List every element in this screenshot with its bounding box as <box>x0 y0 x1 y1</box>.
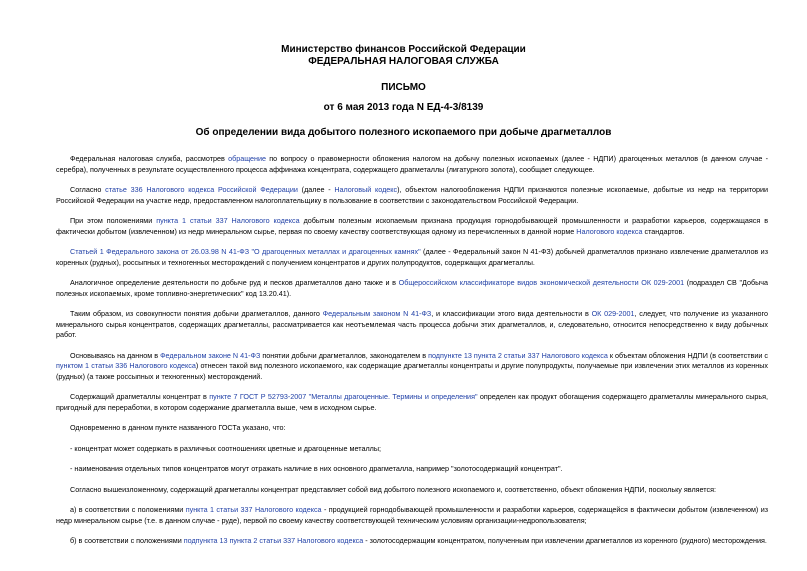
paragraph-text: Согласно вышеизложенному, содержащий драгметаллы концентрат представляет собой вид добытого полезного ископаемого и, соответственно, объект обложения НДПИ, поскольку является: <box>70 484 716 494</box>
doc-type: ПИСЬМО <box>381 82 426 93</box>
document-link[interactable]: Федеральным законом N 41-ФЗ <box>322 309 432 318</box>
paragraph <box>56 278 768 299</box>
paragraph <box>56 309 768 341</box>
service-name: ФЕДЕРАЛЬНАЯ НАЛОГОВАЯ СЛУЖБА <box>308 56 499 67</box>
paragraph-text: Содержащий драгметаллы концентрат в <box>70 392 210 401</box>
paragraph <box>56 351 768 383</box>
paragraph <box>56 185 768 206</box>
paragraph-text: , и классификации этого вида деятельности в <box>431 309 592 318</box>
document-title: Об определении вида добытого полезного ископаемого при добыче драгметаллов <box>195 127 612 138</box>
paragraph-text: - наименования отдельных типов концентратов могут отражать наличие в них основного драгметалла, например "золотосодержащий концентрат". <box>70 464 563 473</box>
paragraph <box>56 154 768 175</box>
paragraph <box>56 423 768 434</box>
doc-date-number: от 6 мая 2013 года N ЕД-4-3/8139 <box>323 102 484 113</box>
paragraph-text: (далее - <box>297 185 335 194</box>
paragraph <box>56 536 768 547</box>
paragraph-text: понятии добычи драгметаллов, законодателем в <box>260 350 429 360</box>
paragraph-text: - золотосодержащим концентратом, полученным при извлечении драгметаллов из коренного (рудного) месторождения. <box>363 536 767 545</box>
document-link[interactable]: Федеральном законе N 41-ФЗ <box>160 350 261 360</box>
paragraph-text: , следует, что получение из указанного минерального сырья концентратов, содержащих драгметаллы, рассматривается как неотъемлемая часть процесса добычи этих драгметаллов, и, следовательно, относится непосредственно к виду добычных работ. <box>56 309 768 339</box>
paragraph <box>56 485 768 496</box>
paragraph-text: Таким образом, из совокупности понятия добычи драгметаллов, данного <box>70 309 323 318</box>
document-header <box>0 44 807 114</box>
document-link[interactable]: пункта 1 статьи 337 Налогового кодекса <box>185 505 322 514</box>
paragraph-text: стандартов. <box>642 226 685 236</box>
paragraph-text: Одновременно в данном пункте названного ГОСТа указано, что: <box>70 423 286 432</box>
paragraph-text: по вопросу о правомерности обложения налогом на добычу полезных ископаемых (далее - НДПИ) драгоценных металлов (в данном случае - серебра), полученных в результате осуществленного процесса аффинажа концентрата, содержащего драгметаллы (лигатурного золота), сообщает следующее. <box>56 154 769 174</box>
paragraph-text: При этом положениями <box>70 216 157 225</box>
document-body <box>56 154 768 557</box>
paragraph-text: определен как продукт обогащения содержащего драгметаллы минерального сырья, пригодный для переработки, в котором содержание драгметалла выше, чем в исходном сырье. <box>56 392 768 412</box>
document-link[interactable]: подпункта 13 пункта 2 статьи 337 Налогового кодекса <box>183 536 364 545</box>
paragraph-text: ), объектом налогообложения НДПИ признаются полезные ископаемые, добытые из недр на территории Российской Федерации на участке недр, предоставленном налогоплательщику в пользование в соответствии с законодательством Российской Федерации. <box>56 185 768 205</box>
paragraph <box>56 247 768 268</box>
ministry-name: Министерство финансов Российской Федерации <box>281 44 526 55</box>
paragraph-text: (далее - Федеральный закон N 41-ФЗ) добычей драгметаллов признано извлечение драгметаллов из коренных (рудных), россыпных и техногенных месторождений с получением концентратов и других полупродуктов, содержащих драгметаллы. <box>56 247 768 267</box>
paragraph-text: к объектам обложения НДПИ (в соответствии с <box>607 350 768 360</box>
paragraph <box>56 444 768 455</box>
document-link[interactable]: подпункте 13 пункта 2 статьи 337 Налогового кодекса <box>428 350 608 360</box>
document-link[interactable]: статье 336 Налогового кодекса Российской Федерации <box>105 185 298 194</box>
document-link[interactable]: Налогового кодекса <box>576 226 643 236</box>
document-link[interactable]: Статьей 1 Федерального закона от 26.03.98 N 41-ФЗ "О драгоценных металлах и драгоценных камнях" <box>70 247 421 256</box>
document-link[interactable]: пункта 1 статьи 337 Налогового кодекса <box>156 216 300 225</box>
paragraph-text: ) отнесен такой вид полезного ископаемого, как содержащие драгметаллы концентраты и другие полупродукты, получаемые при извлечении этих металлов из коренных (рудных) (а также россыпных и техногенных) месторождений. <box>56 361 768 381</box>
paragraph-text: Основываясь на данном в <box>70 350 161 360</box>
paragraph <box>56 392 768 413</box>
paragraph <box>56 464 768 475</box>
document-link[interactable]: пункте 7 ГОСТ Р 52793-2007 "Металлы драгоценные. Термины и определения" <box>209 392 478 401</box>
paragraph-text: Аналогичное определение деятельности по добыче руд и песков драгметаллов дано также и в <box>70 278 399 287</box>
paragraph-text: Согласно <box>70 185 106 194</box>
document-link[interactable]: Общероссийском классификаторе видов экономической деятельности ОК 029-2001 <box>398 278 685 287</box>
paragraph-text: Федеральная налоговая служба, рассмотрев <box>70 154 229 163</box>
document-link[interactable]: пунктом 1 статьи 336 Налогового кодекса <box>56 361 196 370</box>
document-link[interactable]: Налоговый кодекс <box>334 185 398 194</box>
paragraph-text: а) в соответствии с положениями <box>70 505 186 514</box>
paragraph-text: (подраздел СВ "Добыча полезных ископаемых, кроме топливно-энергетических" код 13.20.41). <box>56 278 768 298</box>
paragraph-text: б) в соответствии с положениями <box>70 536 184 545</box>
paragraph <box>56 505 768 526</box>
document-link[interactable]: ОК 029-2001 <box>591 309 635 318</box>
paragraph-text: добытым полезным ископаемым признана продукция горнодобывающей промышленности и разработки карьеров, содержащаяся в фактически добытом (извлеченном) из недр минеральном сырье, первая по своему качеству соответствующая одному из перечисленных в данной норме <box>56 216 769 236</box>
paragraph <box>56 216 768 237</box>
document-link[interactable]: обращение <box>228 154 267 163</box>
paragraph-text: - концентрат может содержать в различных соотношениях цветные и драгоценные металлы; <box>70 443 382 453</box>
paragraph-text: - продукцией горнодобывающей промышленности и разработки карьеров, содержащейся в фактически добытом (извлеченном) из недр минеральном сырье (т.е. в данном случае - руде), первой по своему качеству соответствующей техническим условиям организации-недропользователя; <box>56 505 769 525</box>
